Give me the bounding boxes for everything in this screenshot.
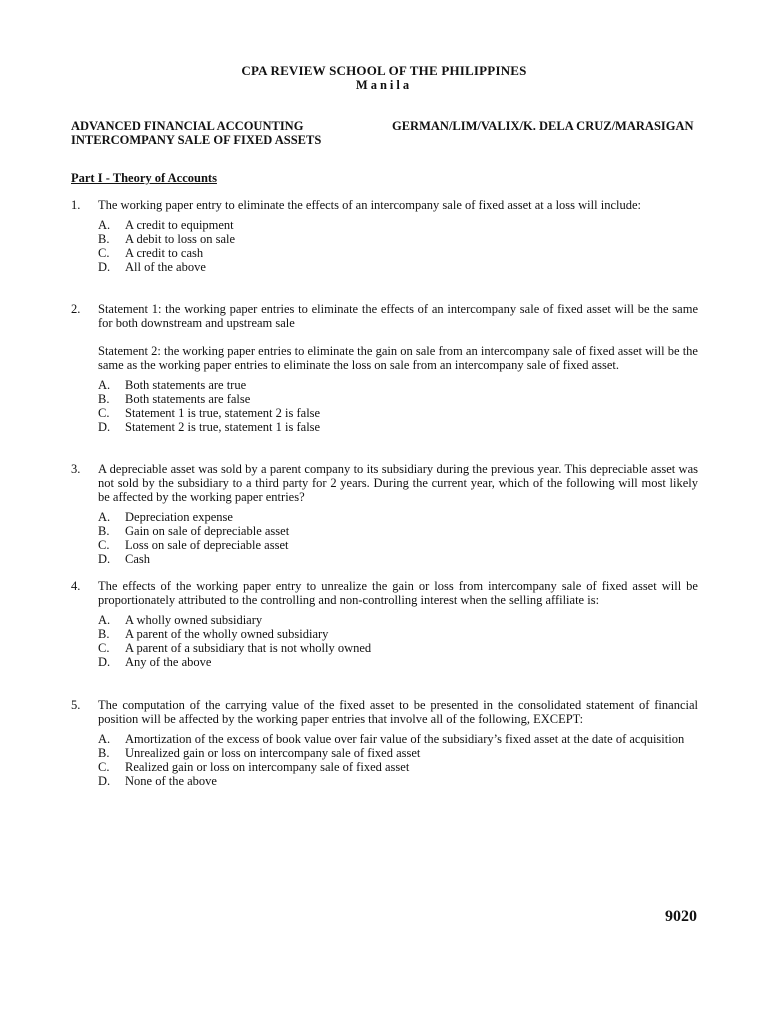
choice-text: A credit to cash xyxy=(125,246,204,260)
choice-list xyxy=(98,613,698,669)
question-number: 1. xyxy=(71,198,81,212)
choice-item xyxy=(98,510,698,524)
choice-letter: D. xyxy=(98,420,111,434)
choice-item xyxy=(98,746,698,760)
choice-letter: C. xyxy=(98,760,110,774)
question-text: Statement 2: the working paper entries to eliminate the gain on sale from an intercompany sale of fixed asset will be the same as the working paper entries to eliminate the loss on sale from an intercompany sale of fixed asset. xyxy=(98,344,698,372)
question-body xyxy=(98,302,698,434)
choice-text: Realized gain or loss on intercompany sale of fixed asset xyxy=(125,760,410,774)
choice-letter: B. xyxy=(98,746,110,760)
choice-letter: C. xyxy=(98,406,110,420)
choice-text: Both statements are false xyxy=(125,392,251,406)
choice-item xyxy=(98,420,698,434)
question-number: 3. xyxy=(71,462,81,476)
school-city: Manila xyxy=(355,78,413,92)
choice-letter: A. xyxy=(98,613,111,627)
question-body xyxy=(98,579,698,669)
choice-item xyxy=(98,627,698,641)
question-1 xyxy=(71,198,698,274)
choice-text: Any of the above xyxy=(125,655,212,669)
choice-item xyxy=(98,552,698,566)
choice-item xyxy=(98,774,698,788)
choice-text: None of the above xyxy=(125,774,217,788)
choice-item xyxy=(98,218,698,232)
choice-item xyxy=(98,732,698,746)
choice-text: All of the above xyxy=(125,260,206,274)
page-number: 9020 xyxy=(665,908,697,925)
choice-list xyxy=(98,218,698,274)
choice-letter: B. xyxy=(98,392,110,406)
choice-letter: D. xyxy=(98,260,111,274)
choice-letter: C. xyxy=(98,538,110,552)
choice-text: A parent of the wholly owned subsidiary xyxy=(125,627,329,641)
question-text: The working paper entry to eliminate the effects of an intercompany sale of fixed asset at a loss will include: xyxy=(98,198,641,212)
part-title: Part I - Theory of Accounts xyxy=(71,171,217,185)
choice-text: Depreciation expense xyxy=(125,510,233,524)
question-text: A depreciable asset was sold by a parent company to its subsidiary during the previous year. This depreciable asset was not sold by the subsidiary to a third party for 2 years. During the current year, which of the following will most likely be affected by the working paper entries? xyxy=(98,462,698,504)
choice-letter: A. xyxy=(98,218,111,232)
school-name: CPA REVIEW SCHOOL OF THE PHILIPPINES xyxy=(241,63,527,78)
choice-text: Statement 2 is true, statement 1 is false xyxy=(125,420,321,434)
choice-item xyxy=(98,406,698,420)
choice-text: Gain on sale of depreciable asset xyxy=(125,524,290,538)
choice-text: Both statements are true xyxy=(125,378,247,392)
choice-text: Statement 1 is true, statement 2 is false xyxy=(125,406,321,420)
choice-item xyxy=(98,538,698,552)
choice-letter: D. xyxy=(98,655,111,669)
choice-list xyxy=(98,378,698,434)
choice-letter: A. xyxy=(98,378,111,392)
choice-text: Amortization of the excess of book value over fair value of the subsidiary’s fixed asset at the date of acquisition xyxy=(125,732,685,746)
choice-item xyxy=(98,613,698,627)
choice-item xyxy=(98,655,698,669)
question-text: The effects of the working paper entry to unrealize the gain or loss from intercompany sale of fixed asset will be proportionately attributed to the controlling and non-controlling interest when the selling affiliate is: xyxy=(98,579,698,607)
choice-letter: D. xyxy=(98,774,111,788)
choice-text: Unrealized gain or loss on intercompany sale of fixed asset xyxy=(125,746,421,760)
choice-item xyxy=(98,378,698,392)
choice-item xyxy=(98,524,698,538)
choice-text: A parent of a subsidiary that is not wholly owned xyxy=(125,641,372,655)
choice-list xyxy=(98,732,698,788)
choice-item xyxy=(98,392,698,406)
question-3 xyxy=(71,462,698,566)
choice-text: A credit to equipment xyxy=(125,218,234,232)
choice-item xyxy=(98,232,698,246)
question-number: 4. xyxy=(71,579,81,593)
choice-letter: B. xyxy=(98,627,110,641)
choice-list xyxy=(98,510,698,566)
authors: GERMAN/LIM/VALIX/K. DELA CRUZ/MARASIGAN xyxy=(392,119,694,133)
choice-letter: A. xyxy=(98,732,111,746)
subject-title: ADVANCED FINANCIAL ACCOUNTING xyxy=(71,119,304,133)
question-text: Statement 1: the working paper entries to eliminate the effects of an intercompany sale of fixed asset will be the same for both downstream and upstream sale xyxy=(98,302,698,330)
question-number: 2. xyxy=(71,302,81,316)
choice-item xyxy=(98,641,698,655)
question-body xyxy=(98,198,698,274)
choice-item xyxy=(98,760,698,774)
topic-title: INTERCOMPANY SALE OF FIXED ASSETS xyxy=(71,133,322,147)
question-text: The computation of the carrying value of the fixed asset to be presented in the consolidated statement of financial position will be affected by the working paper entries that involve all of the following, EXCEPT: xyxy=(98,698,698,726)
choice-letter: C. xyxy=(98,641,110,655)
question-5 xyxy=(71,698,698,788)
choice-letter: B. xyxy=(98,232,110,246)
choice-letter: C. xyxy=(98,246,110,260)
question-2 xyxy=(71,302,698,434)
question-body xyxy=(98,462,698,566)
choice-text: A debit to loss on sale xyxy=(125,232,236,246)
choice-text: Cash xyxy=(125,552,150,566)
choice-item xyxy=(98,260,698,274)
choice-letter: D. xyxy=(98,552,111,566)
question-body xyxy=(98,698,698,788)
question-number: 5. xyxy=(71,698,81,712)
choice-letter: B. xyxy=(98,524,110,538)
question-4 xyxy=(71,579,698,669)
choice-item xyxy=(98,246,698,260)
choice-letter: A. xyxy=(98,510,111,524)
choice-text: A wholly owned subsidiary xyxy=(125,613,263,627)
choice-text: Loss on sale of depreciable asset xyxy=(125,538,289,552)
